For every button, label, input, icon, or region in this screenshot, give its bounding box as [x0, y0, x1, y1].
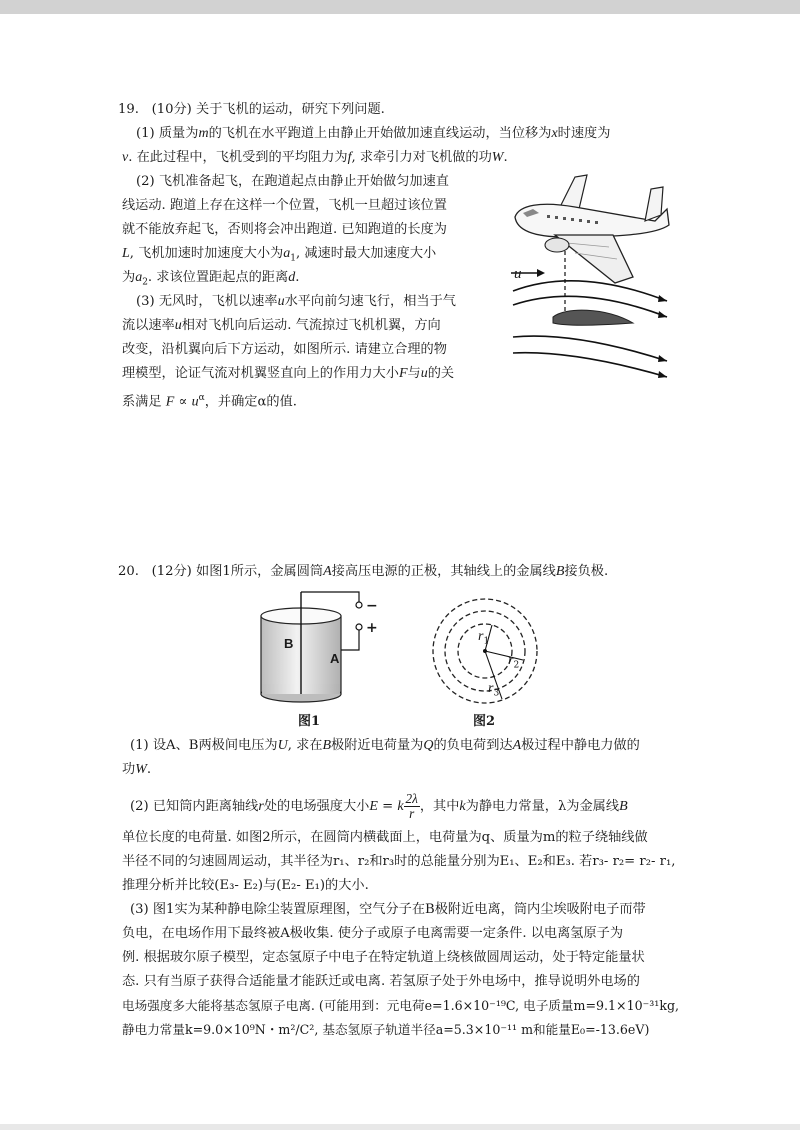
q19-header: [118, 98, 385, 122]
q19-part3-line1: (3) 无风时，飞机以速率u水平向前匀速飞行，相当于气: [136, 294, 456, 309]
label-r1: $r_1$: [478, 629, 490, 647]
q19-score: (10分): [151, 102, 192, 117]
q20-part3-line2: 负电，在电场作用下最终被A极收集. 使分子或原子电离需要一定条件. 以电离氢原子为: [122, 926, 624, 941]
q20-part2-line2: 单位长度的电荷量. 如图2所示，在圆筒内横截面上，电荷量为q、质量为m的粒子绕轴线做: [122, 830, 648, 845]
q20-number: 20.: [118, 564, 139, 579]
airplane-wing-figure: [505, 165, 675, 385]
q19-part1-line1: (1) 质量为m的飞机在水平跑道上由静止开始做加速直线运动，当位移为x时速度为: [136, 126, 611, 141]
q20-part3-line3: 例. 根据玻尔原子模型，定态氢原子中电子在特定轨道上绕核做圆周运动，处于特定能量状: [122, 950, 645, 965]
formula-u: u: [191, 394, 199, 410]
label-A: A: [330, 651, 340, 666]
airplane-engine: [545, 238, 569, 252]
formula-F: F: [165, 394, 175, 410]
q20-part3-line6: 静电力常量k=9.0×10⁹N・m²/C², 基态氢原子轨道半径a=5.3×10⁻¹¹ m和能量E₀=-13.6eV): [122, 1022, 650, 1037]
q20-part2-line1: (2) 已知筒内距离轴线r处的电场强度大小E = k $\frac{2\lambda}{r}$ ，其中k为静电力常量，λ为金属线B: [130, 791, 628, 821]
q19-part3-line4: 理模型，论证气流对机翼竖直向上的作用力大小F与u的关: [122, 366, 455, 381]
q19-part3-line5: 系满足 $F \propto u^\alpha$，并确定α的值.: [122, 393, 297, 410]
airplane-tail: [645, 187, 663, 221]
formula-exponent: α: [198, 393, 205, 403]
q19-part3-line3: 改变，沿机翼向后下方运动，如图所示. 请建立合理的物: [122, 342, 447, 357]
terminal-plus: [356, 624, 362, 630]
label-minus: −: [366, 598, 378, 614]
label-plus: +: [366, 620, 378, 636]
top-border: [0, 0, 800, 14]
q20-score: (12分): [151, 564, 192, 579]
airplane-upper-wing: [560, 175, 587, 209]
formula-proportional: ∝: [178, 394, 188, 410]
airfoil-cross-section: [553, 310, 633, 325]
q19-part2-line5: 为$a_2$. 求该位置距起点的距离d.: [122, 270, 300, 288]
q20-part3-line5: 电场强度多大能将基态氢原子电离. (可能用到：元电荷e=1.6×10⁻¹⁹C, 电子质量m=9.1×10⁻³¹kg,: [122, 998, 680, 1013]
label-r2: $r_2$: [508, 653, 520, 671]
q20-part3-line1: (3) 图1实为某种静电除尘装置原理图，空气分子在B极附近电离，筒内尘埃吸附电子而带: [130, 902, 646, 917]
label-r3: $r_3$: [488, 681, 500, 699]
velocity-label: u: [514, 266, 522, 282]
field-fraction: $\frac{2\lambda}{r}$: [405, 791, 418, 821]
q19-part2-line3: 就不能放弃起飞，否则将会冲出跑道. 已知跑道的长度为: [122, 222, 447, 237]
q19-part3-line2: 流以速率u相对飞机向后运动. 气流掠过飞机机翼，方向: [122, 318, 441, 333]
label-B: B: [284, 636, 294, 651]
q20-part1-line2: 功W.: [122, 762, 152, 777]
q20-part2-line4: 推理分析并比较(E₃- E₂)与(E₂- E₁)的大小.: [122, 878, 369, 893]
q19-part2-line4: L, 飞机加速时加速度大小为$a_1$, 减速时最大加速度大小: [122, 246, 437, 264]
q20-part3-line4: 态. 只有当原子获得合适能量才能跃迁或电离. 若氢原子处于外电场中，推导说明外电场的: [122, 974, 640, 989]
q20-header: 20. (12分) 如图1所示，金属圆筒A接高压电源的正极，其轴线上的金属线B接负极.: [118, 564, 609, 579]
figure1-caption: 图1: [298, 714, 321, 729]
q20-part2-line3: 半径不同的匀速圆周运动，其半径为r₁、r₂和r₃时的总能量分别为E₁、E₂和E₃. 若r₃- r₂= r₂- r₁,: [122, 854, 676, 869]
figure2-caption: 图2: [473, 714, 496, 729]
q19-part2-line2: 线运动. 跑道上存在这样一个位置，飞机一旦超过该位置: [122, 198, 447, 213]
q19-number: 19.: [118, 102, 139, 117]
q20-part1-line1: (1) 设A、B两极间电压为U, 求在B极附近电荷量为Q的负电荷到达A极过程中静电力做的: [130, 738, 640, 753]
q19-part2-line1: (2) 飞机准备起飞，在跑道起点由静止开始做匀加速直: [136, 174, 449, 189]
bottom-border: [0, 1124, 800, 1130]
airflow-arrowheads: [658, 295, 667, 378]
terminal-minus: [356, 602, 362, 608]
q19-part1-line2: v. 在此过程中，飞机受到的平均阻力为f, 求牵引力对飞机做的功W.: [122, 150, 508, 165]
airflow-lines: [513, 281, 667, 377]
q19-intro: 关于飞机的运动，研究下列问题.: [196, 102, 385, 117]
